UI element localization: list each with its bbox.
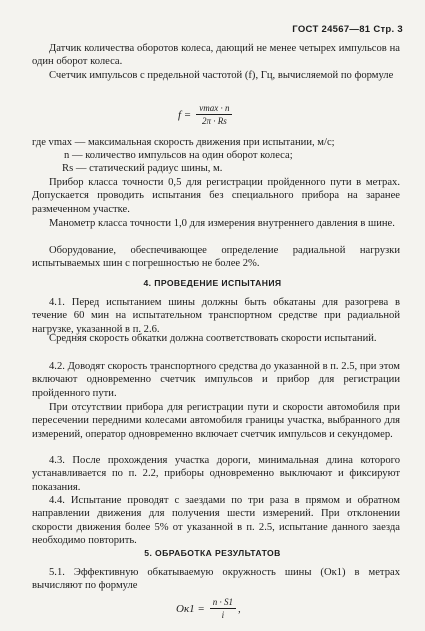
formula-circumference-lhs: Oк1 =: [176, 602, 205, 615]
section-5-title: 5. ОБРАБОТКА РЕЗУЛЬТАТОВ: [144, 548, 281, 558]
where-line-rs: Rs — статический радиус шины, м.: [62, 163, 223, 174]
paragraph-4-1: 4.1. Перед испытанием шины должны быть обкатаны для разогрева в течение 60 мин на испытательном транспортном средстве при радиальной нагрузке, указанной в п. 2.6.: [32, 297, 400, 335]
paragraph-4-4: 4.4. Испытание проводят с заездами по три раза в прямом и обратном направлении движения для получения шести измерений. При отклонении скорости движения более 5% от указанной в п. 2.5, испытание данного заезда необходимо повторить.: [32, 495, 400, 547]
formula-circumference-fraction: [210, 597, 236, 620]
formula-frequency-numerator: vmax · n: [196, 103, 232, 115]
paragraph-4-2: 4.2. Доводят скорость транспортного средства до указанной в п. 2.5, при этом включают одновременно счетчик импульсов и прибор для регистрации пройденного пути.: [32, 361, 400, 399]
paragraph-distance-device: Прибор класса точности 0,5 для регистрации пройденного пути в метрах. Допускается проводить испытания без специального прибора на заранее размеченном участке.: [32, 177, 400, 215]
where-line-vmax: где vmax — максимальная скорость движения при испытании, м/с;: [32, 137, 335, 148]
paragraph-sensor: Датчик количества оборотов колеса, дающий не менее четырех импульсов на один оборот колеса.: [32, 43, 400, 68]
paragraph-manometer: Манометр класса точности 1,0 для измерения внутреннего давления в шине.: [49, 218, 395, 229]
formula-circumference-denominator: i: [221, 610, 225, 620]
formula-frequency: [178, 103, 232, 126]
paragraph-counter: Счетчик импульсов с предельной частотой (f), Гц, вычисляемой по формуле: [49, 70, 394, 81]
formula-circumference-comma: ,: [238, 602, 241, 615]
formula-frequency-lhs: f =: [178, 108, 192, 121]
paragraph-4-2-alt: При отсутствии прибора для регистрации пути и скорости автомобиля при пересечении передними колесами автомобиля границы участка, выбранного для измерений, оператор одновременно включает счетчик импульсов и секундомер.: [32, 402, 400, 440]
section-4-title: 4. ПРОВЕДЕНИЕ ИСПЫТАНИЯ: [143, 278, 282, 288]
formula-circumference-numerator: n · S1: [210, 597, 236, 609]
paragraph-4-3: 4.3. После прохождения участка дороги, минимальная длина которого устанавливается по п. 2.2, приборы одновременно выключают и фиксируют показания.: [32, 455, 400, 493]
paragraph-5-1: 5.1. Эффективную обкатываемую окружность шины (Oк1) в метрах вычисляют по формуле: [32, 567, 400, 592]
paragraph-4-1-speed: Средняя скорость обкатки должна соответствовать скорости испытаний.: [49, 333, 377, 344]
formula-frequency-fraction: [196, 103, 232, 126]
page-header: ГОСТ 24567—81 Стр. 3: [292, 24, 403, 35]
formula-circumference: [176, 597, 241, 620]
formula-frequency-denominator: 2π · Rs: [201, 116, 227, 126]
where-line-n: n — количество импульсов на один оборот колеса;: [64, 150, 293, 161]
paragraph-equipment: Оборудование, обеспечивающее определение радиальной нагрузки испытываемых шин с погрешностью не более 2%.: [32, 245, 400, 270]
